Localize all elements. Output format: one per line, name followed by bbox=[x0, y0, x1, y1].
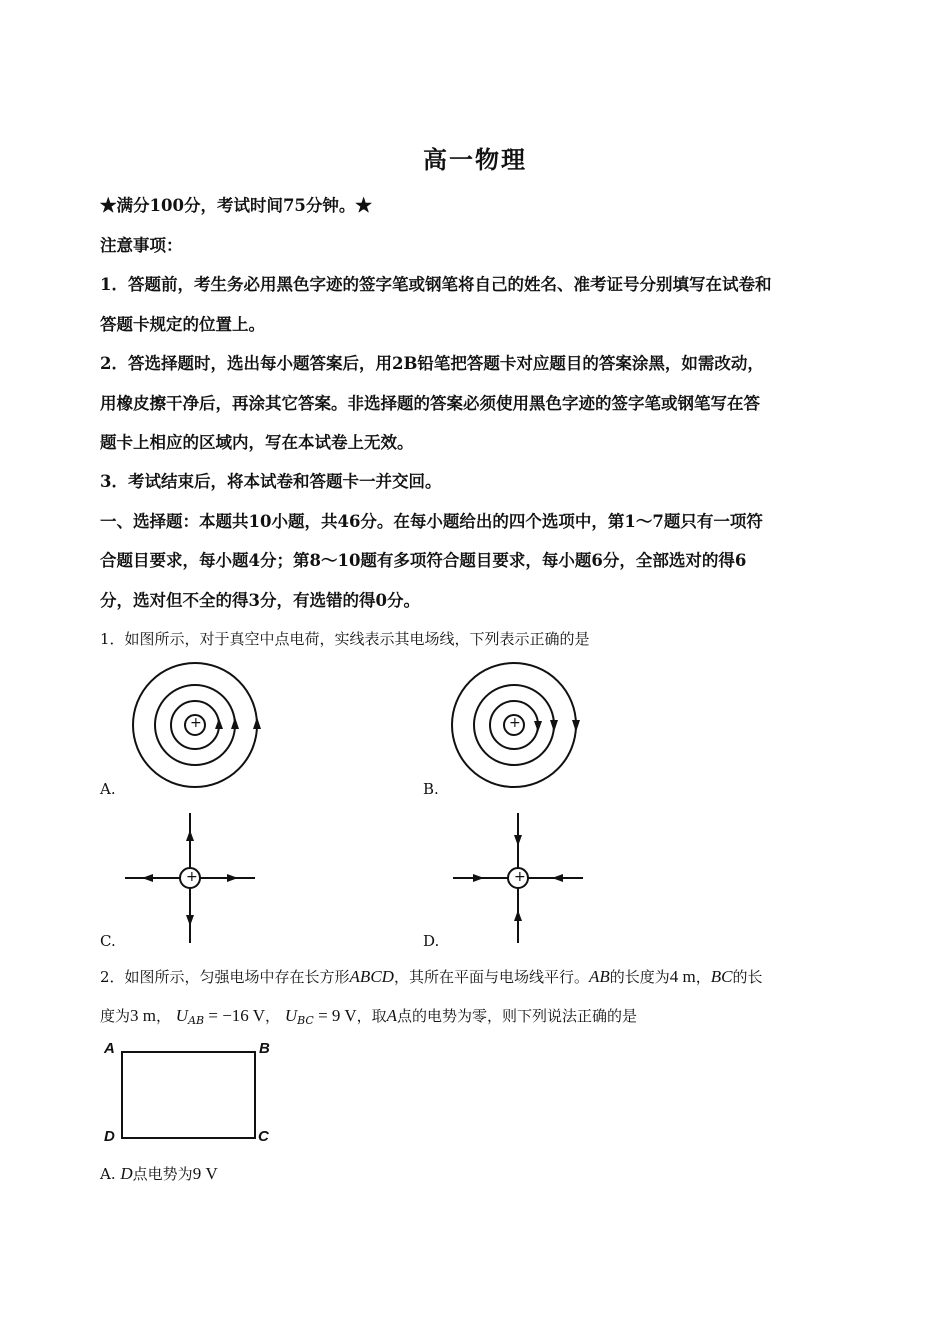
note-line: 2．答选择题时，选出每小题答案后，用2B铅笔把答题卡对应题目的答案涂黑，如需改动， bbox=[100, 354, 764, 373]
rectangle-abcd-figure bbox=[100, 1040, 280, 1150]
vertex-d-label: D bbox=[104, 1128, 115, 1145]
question-2-stem-line-2: 度为3 m， $U_{AB} = -16$ V， $U_{BC} = 9$ V，取A点的电势为零，则下列说法正确的是 bbox=[100, 1006, 638, 1027]
question-1-stem: 1．如图所示，对于真空中点电荷，实线表示其电场线，下列表示正确的是 bbox=[100, 630, 590, 648]
note-line: 3．考试结束后，将本试卷和答题卡一并交回。 bbox=[100, 472, 442, 491]
option-a-label: A. bbox=[100, 780, 116, 798]
note-line: 题卡上相应的区域内，写在本试卷上无效。 bbox=[100, 433, 414, 452]
rect-name: ABCD bbox=[349, 967, 394, 986]
question-2-option-a: A. D点电势为9 V bbox=[100, 1164, 218, 1183]
charge-symbol: + bbox=[186, 869, 198, 885]
option-b-label: B. bbox=[423, 780, 439, 798]
section-heading: 合题目要求，每小题4分；第8～10题有多项符合题目要求，每小题6分，全部选对的得6 bbox=[100, 551, 747, 570]
note-line: 用橡皮擦干净后，再涂其它答案。非选择题的答案必须使用黑色字迹的签字笔或钢笔写在答 bbox=[100, 394, 760, 413]
notice-title: 注意事项： bbox=[100, 236, 183, 255]
vertex-c-label: C bbox=[258, 1128, 269, 1145]
vertex-b-label: B bbox=[259, 1040, 270, 1057]
charge-symbol: + bbox=[190, 715, 202, 731]
section-heading: 分，选对但不全的得3分，有选错的得0分。 bbox=[100, 591, 420, 610]
vertex-a-label: A bbox=[104, 1040, 115, 1057]
option-d-label: D. bbox=[423, 932, 440, 950]
charge-symbol: + bbox=[514, 869, 526, 885]
note-line: 答题卡规定的位置上。 bbox=[100, 315, 265, 334]
option-c-label: C. bbox=[100, 932, 116, 950]
note-line: 1．答题前，考生务必用黑色字迹的签字笔或钢笔将自己的姓名、准考证号分别填写在试卷和 bbox=[100, 275, 772, 294]
charge-symbol: + bbox=[509, 715, 521, 731]
page-title: 高一物理 bbox=[423, 145, 527, 174]
full-marks-note: ★满分100分，考试时间75分钟。★ bbox=[100, 196, 372, 215]
section-heading: 一、选择题：本题共10小题，共46分。在每小题给出的四个选项中，第1～7题只有一项符 bbox=[100, 512, 763, 531]
question-2-stem-line-1: 2．如图所示，匀强电场中存在长方形ABCD，其所在平面与电场线平行。AB的长度为4 m，BC的长 bbox=[100, 967, 763, 986]
